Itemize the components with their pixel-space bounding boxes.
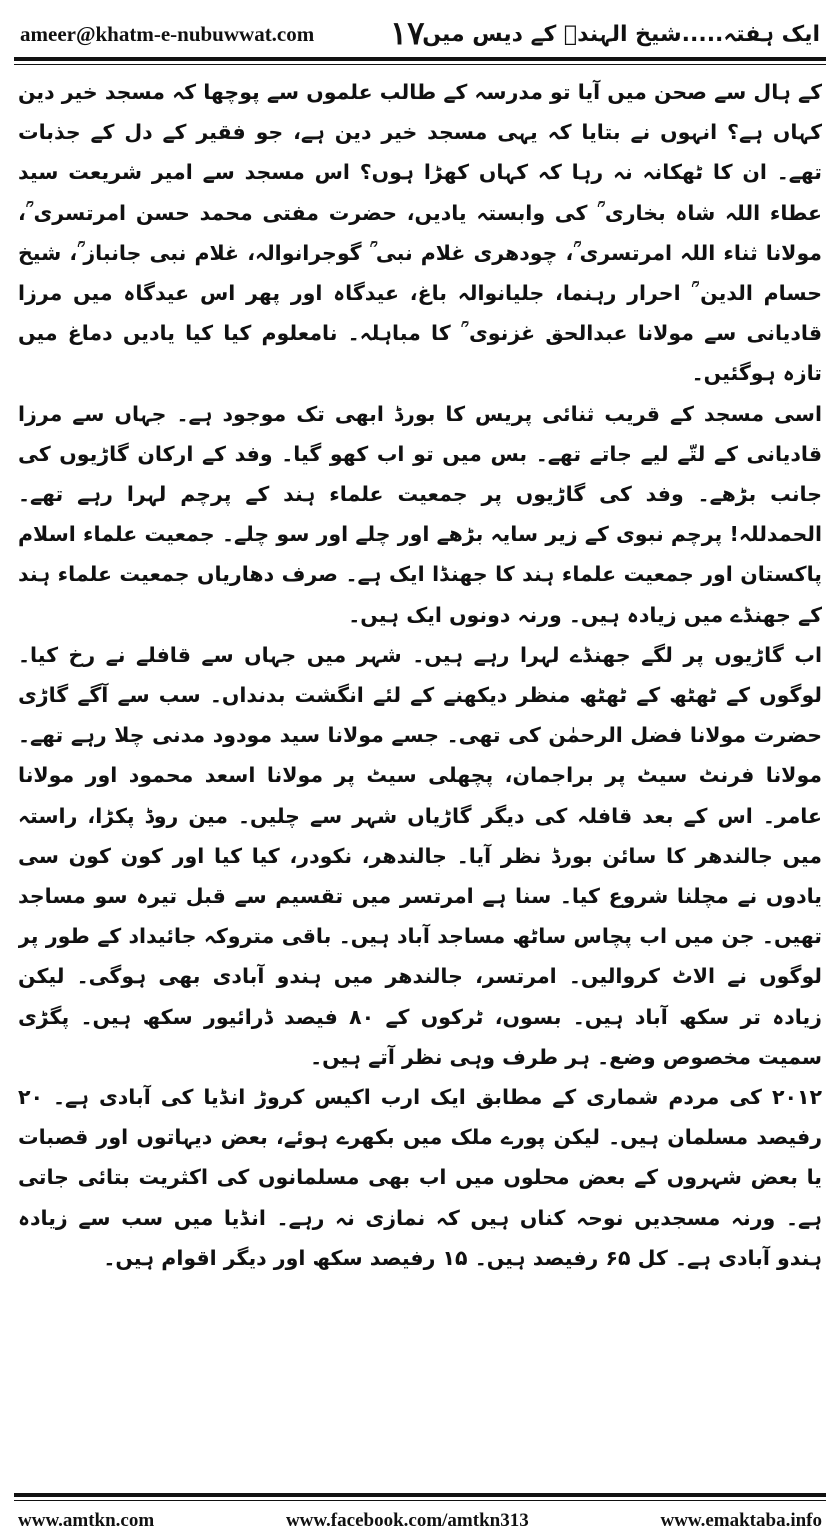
footer-link-amtkn[interactable]: www.amtkn.com: [18, 1510, 155, 1531]
article-body: [18, 72, 822, 1430]
page-number: ۱۷: [390, 14, 425, 52]
page-header: [20, 16, 820, 52]
paragraph-1: کے ہال سے صحن میں آیا تو مدرسہ کے طالب علموں سے پوچھا کہ مسجد خیر دین کہاں ہے؟ انہوں نے بتایا کہ یہی مسجد خیر دین ہے، جو فقیر کے دل کے جذبات تھے۔ ان کا ٹھکانہ نہ رہا کہ کہاں کھڑا ہوں؟ اس مسجد سے امیر شریعت سید عطاء اللہ شاہ بخاری ؒ کی وابستہ یادیں، حضرت مفتی محمد حسن امرتسری ؒ، مولانا ثناء اللہ امرتسری ؒ، چودھری غلام نبی ؒ گوجرانوالہ، غلام نبی جانباز ؒ، شیخ حسام الدین ؒ احرار رہنما، جلیانوالہ باغ، عیدگاہ اور پھر اس عیدگاہ میں مرزا قادیانی سے مولانا عبدالحق غزنوی ؒ کا مباہلہ۔ نامعلوم کیا کیا یادیں دماغ میں تازہ ہوگئیں۔: [18, 80, 822, 386]
header-rule-thin: [14, 64, 826, 65]
paragraph-2: اسی مسجد کے قریب ثنائی پریس کا بورڈ ابھی تک موجود ہے۔ جہاں سے مرزا قادیانی کے لتّے لیے جاتے تھے۔ بس میں تو اب کھو گیا۔ وفد کے ارکان گاڑیوں کی جانب بڑھے۔ وفد کی گاڑیوں پر جمعیت علماء ہند کے پرچم لہرا رہے تھے۔ الحمدللہ! پرچم نبوی کے زیر سایہ بڑھے اور چلے اور سو چلے۔ جمعیت علماء اسلام پاکستان اور جمعیت علماء ہند کا جھنڈا ایک ہے۔ صرف دھاریاں جمعیت علماء ہند کے جھنڈے میں زیادہ ہیں۔ ورنہ دونوں ایک ہیں۔: [18, 401, 822, 627]
header-email[interactable]: ameer@khatm-e-nubuwwat.com: [20, 21, 315, 46]
footer-rule-thick: [14, 1493, 826, 1497]
footer-rule-thin: [14, 1500, 826, 1501]
footer-link-facebook[interactable]: www.facebook.com/amtkn313: [285, 1510, 529, 1531]
paragraph-3: اب گاڑیوں پر لگے جھنڈے لہرا رہے ہیں۔ شہر میں جہاں سے قافلے نے رخ کیا۔ لوگوں کے ٹھٹھ کے ٹھٹھ منظر دیکھنے کے لئے انگشت بدنداں۔ سب سے آگے گاڑی حضرت مولانا فضل الرحمٰن کی تھی۔ جسے مولانا سید مودود مدنی چلا رہے تھے۔ مولانا فرنٹ سیٹ پر براجمان، پچھلی سیٹ پر مولانا اسعد محمود اور مولانا عامر۔ اس کے بعد قافلہ کی دیگر گاڑیاں شہر سے چلیں۔ مین روڈ پکڑا، راستہ میں جالندھر کا سائن بورڈ نظر آیا۔ جالندھر، نکودر، کیا کیا اور کون کون سی یادوں نے مچلنا شروع کیا۔ سنا ہے امرتسر میں تقسیم سے قبل تیرہ سو مساجد تھیں۔ جن میں اب پچاس ساٹھ مساجد آباد ہیں۔ باقی متروکہ جائیداد کے طور پر لوگوں نے الاٹ کروالیں۔ امرتسر، جالندھر میں ہندو آبادی بھی ہوگی۔ لیکن زیادہ تر سکھ آباد ہیں۔ بسوں، ٹرکوں کے ۸۰ فیصد ڈرائیور سکھ ہیں۔ پگڑی سمیت مخصوص وضع۔ ہر طرف وہی نظر آتے ہیں۔: [18, 642, 822, 1069]
header-rule-thick: [14, 57, 826, 61]
paragraph-4: ۲۰۱۲ کی مردم شماری کے مطابق ایک ارب اکیس کروڑ انڈیا کی آبادی ہے۔ ۲۰ رفیصد مسلمان ہیں۔ لیکن پورے ملک میں بکھرے ہوئے، بعض دیہاتوں اور قصبات یا بعض شہروں کے بعض محلوں میں اب بھی مسلمانوں کی اکثریت بتائی جاتی ہے۔ ورنہ مسجدیں نوحہ کناں ہیں کہ نمازی نہ رہے۔ انڈیا میں سب سے زیادہ ہندو آبادی ہے۔ کل ۶۵ رفیصد ہیں۔ ۱۵ رفیصد سکھ اور دیگر اقوام ہیں۔: [18, 1085, 822, 1270]
running-title: ایک ہفتہ.....شیخ الہندؒ کے دیس میں: [422, 21, 820, 47]
footer-link-emaktaba[interactable]: www.emaktaba.info: [660, 1510, 822, 1531]
page-footer: [18, 1508, 822, 1534]
